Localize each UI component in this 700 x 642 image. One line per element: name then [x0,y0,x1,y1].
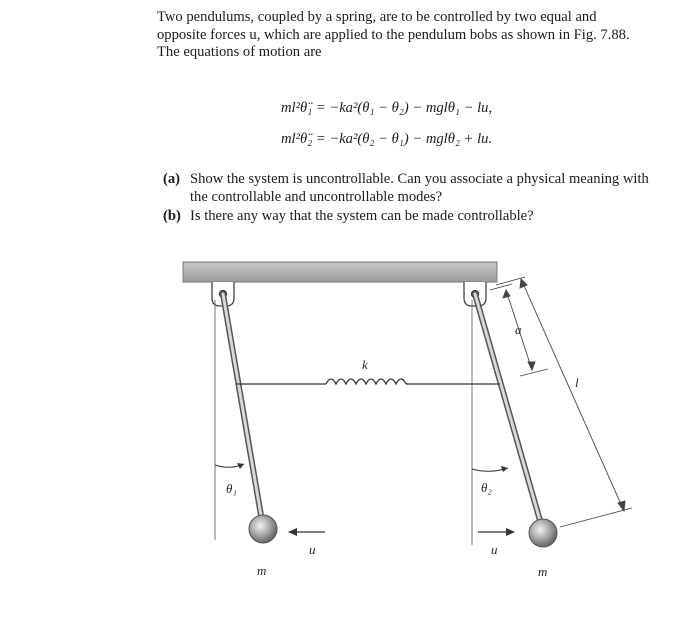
spring-constant-label: k [362,357,368,372]
theta-1-label: θ₁ [226,481,237,496]
spring-distance-label: a [515,322,522,337]
left-force-arrow [288,528,325,536]
part-b-tag: (b) [163,208,181,225]
theta-2-arrowhead [501,466,508,472]
theta-2-label: θ₂ [481,480,492,495]
coupling-spring [236,379,500,384]
mass-left-label: m [257,563,267,578]
right-force-arrow [478,528,515,536]
part-a-tag: (a) [163,171,181,187]
mass-right-label: m [538,564,548,579]
equation-2: ml²θ̈₂ = −ka²(θ₂ − θ₁) − mglθ₂ + lu. [281,131,493,147]
ceiling [183,262,497,282]
left-pendulum-bob [249,515,277,543]
pendulum-length-label: l [575,375,579,390]
right-pendulum-bob [529,519,557,547]
part-b-text: Is there any way that the system can be made controllable? [190,208,534,225]
force-u-left-label: u [309,542,316,557]
part-a-text: Show the system is uncontrollable. Can you associate a physical meaning with the controllable and uncontrollable modes? [190,171,649,206]
equation-1: ml²θ̈₁ = −ka²(θ₁ − θ₂) − mglθ₁ − lu, [281,100,493,116]
problem-intro: Two pendulums, coupled by a spring, are to be controlled by two equal and opposite forces u, which are applied to the pendulum bobs as shown in Fig. 7.88. The equations of motion are [157,9,630,60]
right-pendulum-rod [475,294,543,531]
force-u-right-label: u [491,542,498,557]
pendulum-length-dimension [496,277,632,527]
